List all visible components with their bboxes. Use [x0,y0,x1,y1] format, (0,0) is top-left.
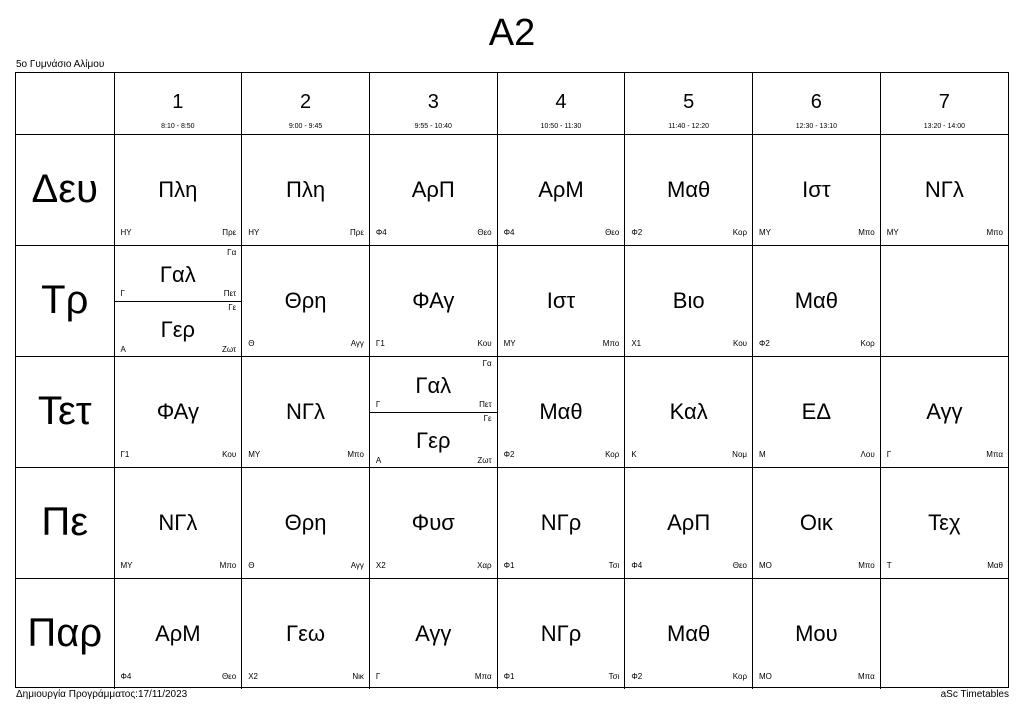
split-lesson [115,246,242,302]
lesson [242,246,369,356]
lesson-subject: Γεω [286,620,326,646]
lesson-cell [242,467,370,578]
lesson-cell [114,245,242,356]
lesson-cell [753,245,881,356]
lesson-teacher: Αγγ [350,338,364,348]
period-time: 11:40 - 12:20 [668,123,710,130]
lesson-cell [497,356,625,467]
lesson [370,135,497,245]
lesson [242,357,369,467]
lesson-room: ΜΥ [503,338,516,348]
lesson-teacher: Μπο [347,449,364,459]
lesson-teacher: Θεο [732,560,748,570]
lesson [115,357,242,467]
lesson-teacher: Νικ [352,672,364,681]
lesson-subject: Βιο [672,287,705,313]
split-lesson [370,357,497,413]
lesson-room: ΗΥ [120,227,132,237]
lesson-cell [625,467,753,578]
lesson-subject: ΕΔ [801,398,832,424]
period-header-3 [369,73,497,134]
period-number: 4 [555,91,567,113]
lesson-teacher: Μπα [858,672,875,681]
software-credit: aSc Timetables [940,689,1009,700]
lesson-teacher: Θεο [605,227,620,237]
lesson-room: Φ2 [631,227,643,237]
empty-cell [880,578,1008,689]
lesson-subject: ΦΑγ [412,287,455,313]
lesson-room: Μ [759,449,766,459]
lesson-teacher: Μπο [602,338,620,348]
period-header-1 [114,73,242,134]
lesson-subject: ΑρΜ [155,620,201,646]
lesson-room: ΜΟ [759,672,772,681]
lesson-room: Φ4 [503,227,515,237]
lesson-room: Φ2 [631,672,643,681]
lesson-cell [242,356,370,467]
lesson-subject: Φυσ [411,509,455,535]
lesson-teacher: Χαρ [477,560,492,570]
lesson [242,579,369,690]
lesson-subject: Γαλ [415,372,452,398]
split-lesson [115,301,242,357]
school-name: 5ο Γυμνάσιο Αλίμου [16,59,105,70]
lesson-teacher: Πετ [479,399,492,409]
lesson-teacher: Θεο [221,672,237,681]
lesson-teacher: Μπο [858,227,875,237]
lesson-room: Γ [120,288,125,298]
lesson [625,468,752,578]
lesson [625,246,752,356]
lesson-subject: Αγγ [415,620,452,646]
lesson-teacher: Λου [860,449,875,459]
lesson-cell [114,578,242,689]
lesson [498,246,625,356]
lesson-subject: ΝΓλ [286,398,326,424]
lesson-room: Χ1 [631,338,642,348]
lesson [370,579,497,690]
lesson-group: Γα [482,358,492,368]
lesson-subject: Οικ [799,509,833,535]
lesson-subject: Θρη [284,287,327,313]
lesson-group: Γε [483,413,492,423]
lesson [498,579,625,690]
lesson-room: Α [375,455,382,465]
lesson-subject: Τεχ [928,509,961,535]
lesson-cell [242,578,370,689]
lesson-teacher: Μπα [474,672,492,681]
lesson [753,246,880,356]
lesson [753,357,880,467]
timetable-grid [15,72,1009,688]
lesson-room: ΜΥ [759,227,772,237]
lesson-cell [369,467,497,578]
lesson-teacher: Τσι [608,672,620,681]
lesson-teacher: Κου [222,449,237,459]
lesson-subject: ΦΑγ [156,398,199,424]
period-time: 10:50 - 11:30 [540,123,582,130]
period-header-4 [497,73,625,134]
period-number: 6 [810,91,822,113]
lesson-subject: ΑρΜ [538,176,584,202]
lesson-room: Χ2 [375,560,386,570]
lesson-room: Γ [375,399,381,409]
period-time: 8:10 - 8:50 [161,123,195,130]
lesson-subject: Ιστ [546,287,576,313]
period-time: 12:30 - 13:10 [795,123,837,130]
lesson-room: Φ4 [120,672,132,681]
lesson-room: Γ [375,672,381,681]
timetable-table [16,73,1008,689]
day-row [16,134,1008,245]
lesson-teacher: Κορ [860,338,875,348]
lesson-room: Φ2 [759,338,770,348]
lesson-cell [880,467,1008,578]
lesson-subject: ΝΓρ [540,509,582,535]
lesson-teacher: Νομ [732,449,748,459]
lesson [498,135,625,245]
lesson-group: Γε [228,302,237,312]
period-number: 1 [172,91,184,113]
period-number: 2 [299,91,312,113]
lesson [753,135,880,245]
lesson [625,135,752,245]
lesson-teacher: Κορ [732,227,748,237]
lesson [242,468,369,578]
lesson-room: Φ4 [631,560,643,570]
lesson-subject: Αγγ [926,398,963,424]
period-time: 13:20 - 14:00 [923,123,965,130]
period-number: 3 [427,91,439,113]
lesson [370,246,497,356]
lesson-cell [753,356,881,467]
lesson-group: Γα [227,247,237,257]
lesson-room: Θ [248,338,255,348]
lesson-cell [497,134,625,245]
lesson-room: Γ1 [120,449,130,459]
lesson-teacher: Μπο [986,227,1003,237]
lesson-cell [369,356,497,467]
lesson-room: Θ [248,560,255,570]
lesson-subject: Πλη [158,176,198,202]
lesson-subject: ΑρΠ [667,509,711,535]
lesson [881,468,1008,578]
empty-cell [880,245,1008,356]
lesson-teacher: Θεο [477,227,492,237]
lesson-room: Φ1 [503,672,515,681]
lesson-room: Γ [886,449,892,459]
period-header-7 [880,73,1008,134]
lesson-cell [114,356,242,467]
lesson-teacher: Μαθ [987,560,1003,570]
day-name: Δευ [16,134,114,245]
period-number: 5 [683,91,695,113]
lesson-cell [625,134,753,245]
lesson-teacher: Κου [477,338,492,348]
lesson-teacher: Ζωτ [477,455,492,465]
lesson-subject: Μαθ [667,620,711,646]
lesson [881,135,1008,245]
period-header-5 [625,73,753,134]
timetable-title: A2 [488,12,536,54]
lesson [115,135,242,245]
lesson-subject: ΝΓλ [924,176,964,202]
lesson-room: ΜΟ [759,560,772,570]
lesson-teacher: Τσι [608,560,620,570]
lesson-subject: ΝΓρ [540,620,582,646]
lesson-subject: Γερ [416,427,451,453]
lesson-cell [880,356,1008,467]
lesson-cell [880,134,1008,245]
lesson-room: ΜΥ [886,227,899,237]
day-name: Παρ [16,578,114,689]
lesson-room: ΜΥ [248,449,261,459]
lesson [625,579,752,690]
day-name: Τρ [16,245,114,356]
lesson-cell [753,578,881,689]
day-name: Πε [16,467,114,578]
lesson-teacher: Κου [732,338,748,348]
lesson-cell [497,245,625,356]
lesson-cell [242,245,370,356]
lesson-cell [114,134,242,245]
lesson-teacher: Μπο [219,560,237,570]
lesson-room: ΜΥ [120,560,133,570]
lesson-subject: Πλη [285,176,326,202]
lesson-room: Φ2 [503,449,515,459]
period-time: 9:55 - 10:40 [414,123,452,130]
corner-cell [16,73,114,134]
lesson-room: ΗΥ [248,227,260,237]
lesson-teacher: Πετ [223,288,237,298]
lesson-cell [369,134,497,245]
lesson-cell [114,467,242,578]
lesson-teacher: Κορ [605,449,620,459]
period-header-6 [753,73,881,134]
lesson-cell [625,578,753,689]
lesson-teacher: Πρε [222,227,237,237]
lesson-teacher: Πρε [350,227,364,237]
lesson [625,357,752,467]
lesson [498,468,625,578]
lesson-subject: Θρη [284,509,327,535]
lesson-subject: ΝΓλ [158,509,198,535]
lesson-cell [753,134,881,245]
period-header-2 [242,73,370,134]
lesson [242,135,369,245]
lesson-subject: ΑρΠ [411,176,455,202]
day-row [16,245,1008,356]
period-header-row [16,73,1008,134]
lesson [498,357,625,467]
lesson [881,357,1008,467]
lesson-subject: Μαθ [794,287,838,313]
period-time: 9:00 - 9:45 [288,123,323,130]
lesson-room: Α [120,344,126,354]
lesson-cell [369,578,497,689]
lesson [115,468,242,578]
lesson-subject: Γαλ [159,261,196,287]
lesson-cell [497,467,625,578]
lesson [753,468,880,578]
lesson-subject: Ιστ [802,176,831,202]
lesson-cell [497,578,625,689]
lesson-room: Φ1 [503,560,515,570]
lesson-teacher: Αγγ [350,560,364,570]
day-name: Τετ [16,356,114,467]
lesson-subject: Μου [795,620,838,646]
lesson-subject: Μαθ [667,176,711,202]
lesson-cell [625,245,753,356]
lesson [370,468,497,578]
lesson-subject: Καλ [669,398,708,424]
lesson-teacher: Ζωτ [222,344,237,354]
lesson-room: Κ [631,449,637,459]
lesson-room: Χ2 [248,672,258,681]
period-number: 7 [938,91,950,113]
split-lesson [370,412,497,468]
lesson-cell [753,467,881,578]
day-row [16,356,1008,467]
lesson-cell [242,134,370,245]
lesson-teacher: Μπα [986,449,1003,459]
lesson [115,579,242,690]
day-row [16,578,1008,689]
lesson [753,579,880,690]
lesson-cell [369,245,497,356]
lesson-cell [625,356,753,467]
day-row [16,467,1008,578]
creation-date: Δημιουργία Προγράμματος:17/11/2023 [16,689,188,700]
lesson-room: Γ1 [375,338,385,348]
lesson-teacher: Μπο [858,560,875,570]
lesson-teacher: Κορ [732,672,748,681]
lesson-room: Φ4 [375,227,387,237]
lesson-subject: Μαθ [539,398,583,424]
lesson-room: Τ [886,560,892,570]
lesson-subject: Γερ [160,316,196,342]
